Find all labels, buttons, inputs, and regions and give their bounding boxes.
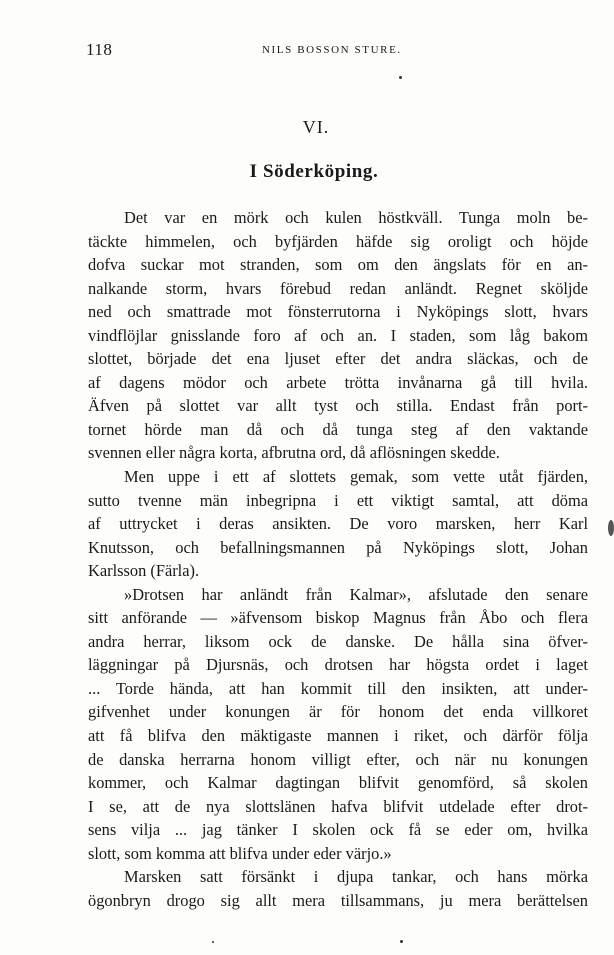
text-line: sitt anförande — »äfvensom biskop Magnus från Åbo och flera bbox=[88, 608, 588, 628]
text-line: sutto tvenne män inbegripna i ett viktigt samtal, att döma bbox=[88, 490, 588, 510]
scan-edge-mark bbox=[608, 520, 614, 536]
text-line: af dagens mödor och arbete trötta invånarna gå till hvila. bbox=[88, 372, 588, 392]
chapter-number: VI. bbox=[302, 117, 330, 137]
paper-speck bbox=[212, 941, 214, 943]
text-line: Knutsson, och befallningsmannen på Nyköpings slott, Johan bbox=[88, 537, 588, 557]
text-line: ... Torde hända, att han kommit till den insikten, att under- bbox=[88, 678, 588, 698]
text-line: slottet, började det ena ljuset efter det andra släckas, och de bbox=[88, 349, 588, 369]
text-line: sens vilja ... jag tänker I skolen ock få se eder om, hvilka bbox=[88, 820, 588, 840]
text-line: läggningar på Djursnäs, och drotsen har högsta ordet i laget bbox=[88, 655, 588, 675]
text-line: Äfven på slottet var allt tyst och stilla. Endast från port- bbox=[88, 396, 588, 416]
text-line: ned och smattrade mot fönsterrutorna i Nyköpings slott, hvars bbox=[88, 302, 588, 322]
chapter-title: I Söderköping. bbox=[249, 161, 379, 182]
text-line: att få blifva den mäktigaste mannen i riket, och därför följa bbox=[88, 726, 588, 746]
text-line: dofva suckar mot stranden, som om den ängslats för en an- bbox=[88, 255, 588, 275]
paper-speck bbox=[400, 940, 403, 943]
page-number: 118 bbox=[86, 40, 113, 59]
text-line: andra herrar, liksom ock de danske. De hålla sina öfver- bbox=[88, 631, 588, 651]
text-line: tornet hörde man då och då tunga steg af den vaktande bbox=[88, 419, 588, 439]
text-line: I se, att de nya slottslänen hafva blifvit utdelade efter drot- bbox=[88, 796, 588, 816]
text-line: slott, som komma att blifva under eder värjo.» bbox=[88, 843, 392, 863]
body-text bbox=[88, 206, 588, 912]
text-line: ögonbryn drogo sig allt mera tillsammans, ju mera berättelsen bbox=[88, 890, 588, 910]
running-head: NILS BOSSON STURE. bbox=[262, 44, 402, 56]
text-line: svennen eller några korta, afbrutna ord, då aflösningen skedde. bbox=[88, 443, 500, 463]
text-line: Men uppe i ett af slottets gemak, som vette utåt fjärden, bbox=[124, 467, 588, 487]
text-line: täckte himmelen, och byfjärden häfde sig oroligt och höjde bbox=[88, 231, 588, 251]
text-line: Det var en mörk och kulen höstkväll. Tunga moln be- bbox=[124, 208, 588, 227]
paper-speck bbox=[399, 76, 402, 79]
text-line: kommer, och Kalmar dagtingan blifvit genomförd, så skolen bbox=[88, 773, 588, 793]
text-line: Marsken satt försänkt i djupa tankar, och hans mörka bbox=[124, 867, 588, 887]
text-line: af uttrycket i deras ansikten. De voro marsken, herr Karl bbox=[88, 514, 588, 534]
text-line: nalkande storm, hvars förebud redan anländt. Regnet sköljde bbox=[88, 278, 588, 298]
text-line: vindflöjlar gnisslande foro af och an. I staden, som låg bakom bbox=[88, 325, 588, 345]
text-line: gifvenhet under konungen är för honom det enda villkoret bbox=[88, 702, 588, 722]
text-line: »Drotsen har anländt från Kalmar», afslutade den senare bbox=[124, 584, 588, 604]
text-line: de danska herrarna honom villigt efter, och när nu konungen bbox=[88, 749, 588, 769]
text-line: Karlsson (Färla). bbox=[88, 561, 200, 581]
